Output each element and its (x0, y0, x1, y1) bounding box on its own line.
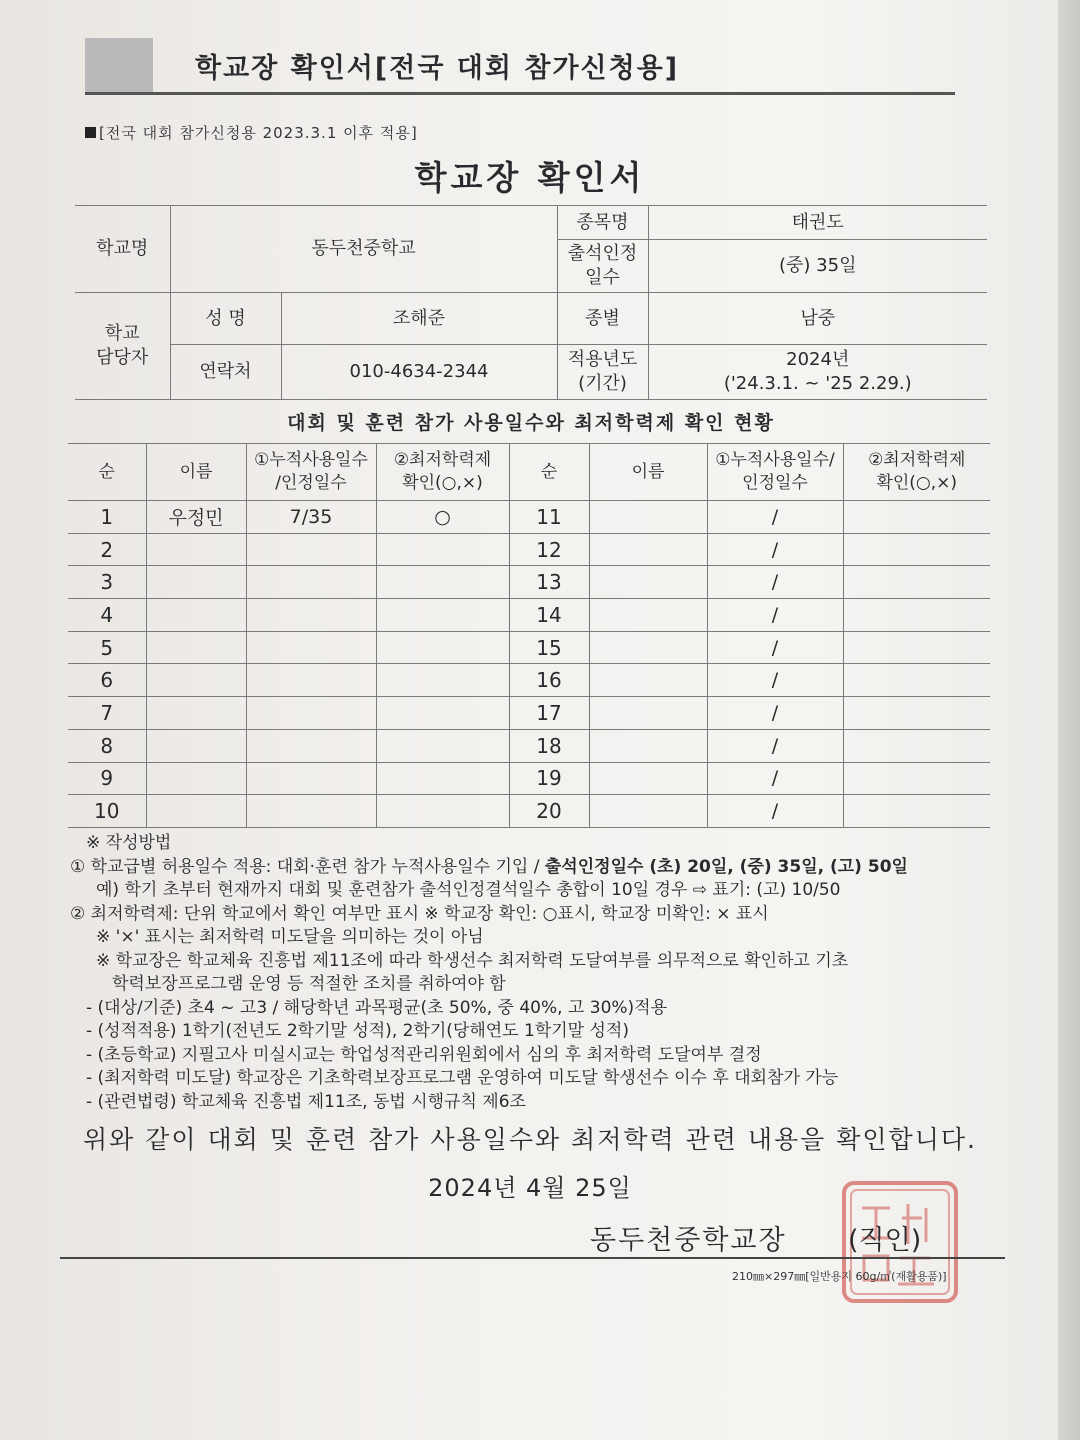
category-cell (648, 293, 987, 345)
sport-label-cell (557, 206, 648, 240)
row-no-right: 11 (509, 501, 589, 534)
square-bullet-icon (85, 127, 96, 138)
row-days-right: / (707, 697, 843, 730)
row-days-right: / (707, 599, 843, 632)
row-days (246, 795, 376, 828)
header-days-right (707, 444, 843, 501)
row-days (246, 762, 376, 795)
row-check (376, 566, 509, 599)
main-title: 학교장 확인서 (414, 158, 646, 197)
table-row (68, 664, 990, 697)
header-check-text-2: 확인(○,×) (402, 473, 483, 493)
row-name-right (589, 664, 707, 697)
note-4: ※ 학교장은 학교체육 진흥법 제11조에 따라 학생선수 최저학력 도달여부를 의무적으로 확인하고 기초 (96, 950, 849, 971)
row-no: 9 (68, 762, 146, 795)
contact-cell (281, 345, 557, 400)
sport-label: 종목명 (576, 211, 629, 233)
row-name-right (589, 729, 707, 762)
school-value: 동두천중학교 (311, 238, 416, 259)
row-no-right: 17 (509, 697, 589, 730)
header-no (68, 444, 146, 501)
row-check-right (843, 664, 990, 697)
header-days-right-text-2: 인정일수 (742, 473, 808, 493)
year-label-cell (557, 345, 648, 400)
note-1-bold: 출석인정일수 (초) 20일, (중) 35일, (고) 50일 (544, 856, 908, 877)
row-check-right (843, 795, 990, 828)
row-days: 7/35 (246, 501, 376, 534)
section-title: 대회 및 훈련 참가 사용일수와 최저학력제 확인 현황 (287, 412, 775, 434)
contact-value: 010-4634-2344 (349, 361, 489, 382)
row-no-right: 20 (509, 795, 589, 828)
seal-label: (직인) (848, 1225, 922, 1256)
row-check-right (843, 631, 990, 664)
row-days-right: / (707, 729, 843, 762)
attendance-value: (중) 35일 (779, 255, 857, 276)
row-name-right (589, 631, 707, 664)
school-label: 학교명 (96, 238, 149, 259)
name-cell (281, 293, 557, 345)
attendance-label-1: 출석인정 (567, 243, 638, 264)
paper-spec: 210㎜×297㎜[일반용지 60g/㎡(재활용품)] (732, 1270, 947, 1283)
school-cell (170, 206, 557, 293)
header-days-text-2: /인정일수 (275, 473, 347, 493)
category-label: 종별 (585, 307, 620, 329)
detail-4: - (최저학력 미도달) 학교장은 기초학력보장프로그램 운영하여 미도달 학생선수 이수 후 대회참가 가능 (86, 1068, 839, 1088)
name-value: 조해준 (392, 307, 446, 329)
header-title: 학교장 확인서[전국 대회 참가신청용] (195, 53, 680, 84)
page-edge (1058, 0, 1080, 1440)
instructions (70, 832, 1010, 1114)
row-check-right (843, 566, 990, 599)
header-check-right-text-1: ②최저학력제 (868, 450, 966, 470)
detail-2: - (성적적용) 1학기(전년도 2학기말 성적), 2학기(당해연도 1학기말 성적) (86, 1021, 629, 1041)
header-name-right (589, 444, 707, 501)
row-check-right (843, 729, 990, 762)
signer-name: 동두천중학교장 (590, 1225, 787, 1256)
notice (85, 122, 418, 143)
bottom-divider (60, 1257, 1005, 1259)
row-check (376, 631, 509, 664)
table-row (68, 631, 990, 664)
row-check (376, 762, 509, 795)
notice-text: [전국 대회 참가신청용 2023.3.1 이후 적용] (99, 124, 418, 142)
table-row (68, 729, 990, 762)
row-check-right (843, 762, 990, 795)
row-days-right: / (707, 533, 843, 566)
year-label-1: 적용년도 (567, 349, 638, 370)
row-name (146, 631, 246, 664)
header-gray-block (85, 38, 153, 92)
table-row (68, 599, 990, 632)
row-no: 10 (68, 795, 146, 828)
header-days-right-text-1: ①누적사용일수/ (715, 450, 835, 470)
notes-heading: ※ 작성방법 (86, 833, 172, 853)
row-name-right (589, 697, 707, 730)
row-days-right: / (707, 566, 843, 599)
header-check-right-text-2: 확인(○,×) (876, 473, 958, 493)
row-no: 5 (68, 631, 146, 664)
row-days-right: / (707, 664, 843, 697)
row-name (146, 533, 246, 566)
row-days-right: / (707, 795, 843, 828)
row-no: 1 (68, 501, 146, 534)
sport-cell (648, 206, 987, 240)
row-check (376, 795, 509, 828)
contact-label: 연락처 (199, 361, 252, 382)
row-name: 우정민 (146, 501, 246, 534)
row-no: 3 (68, 566, 146, 599)
row-name-right (589, 566, 707, 599)
row-check-right (843, 599, 990, 632)
attendance-cell (648, 240, 987, 293)
row-no-right: 19 (509, 762, 589, 795)
row-name (146, 664, 246, 697)
row-days (246, 697, 376, 730)
row-days (246, 729, 376, 762)
row-no: 8 (68, 729, 146, 762)
header-no-text: 순 (98, 461, 115, 482)
header-no-right (509, 444, 589, 501)
row-days (246, 631, 376, 664)
note-1-example: 예) 학기 초부터 현재까지 대회 및 훈련참가 출석인정결석일수 총합이 10일 경우 ⇨ 표기: (고) 10/50 (96, 880, 841, 900)
row-days (246, 664, 376, 697)
year-value: 2024년 (786, 349, 850, 370)
table-row (68, 501, 990, 534)
row-name (146, 762, 246, 795)
note-4-cont: 학력보장프로그램 운영 등 적절한 조치를 취하여야 함 (112, 974, 506, 994)
year-cell (648, 345, 987, 400)
table-row (68, 697, 990, 730)
row-check (376, 599, 509, 632)
row-no-right: 14 (509, 599, 589, 632)
detail-3: - (초등학교) 지필고사 미실시교는 학업성적관리위원회에서 심의 후 최저학력 도달여부 결정 (86, 1044, 762, 1065)
header-days-text-1: ①누적사용일수 (254, 450, 368, 470)
manager-label-1: 학교 (104, 323, 140, 344)
detail-5: - (관련법령) 학교체육 진흥법 제11조, 동법 시행규칙 제6조 (86, 1091, 526, 1112)
row-no: 6 (68, 664, 146, 697)
confirmation-text: 위와 같이 대회 및 훈련 참가 사용일수와 최저학력 관련 내용을 확인합니다. (83, 1125, 977, 1154)
row-days (246, 566, 376, 599)
name-label: 성 명 (205, 307, 246, 329)
table-row (68, 566, 990, 599)
row-check (376, 697, 509, 730)
name-label-cell (170, 293, 281, 345)
school-label-cell (75, 206, 170, 293)
row-name (146, 599, 246, 632)
table-row (68, 795, 990, 828)
header-name-text: 이름 (179, 461, 213, 482)
row-check-right (843, 501, 990, 534)
row-check: ○ (376, 501, 509, 534)
row-check-right (843, 697, 990, 730)
row-days-right: / (707, 631, 843, 664)
note-1-text: ① 학교급별 허용일수 적용: 대회·훈련 참가 누적사용일수 기입 / (70, 856, 545, 877)
row-name-right (589, 795, 707, 828)
row-name-right (589, 501, 707, 534)
note-3: ※ '×' 표시는 최저학력 미도달을 의미하는 것이 아님 (96, 927, 484, 947)
contact-label-cell (170, 345, 281, 400)
table-row (68, 762, 990, 795)
note-2: ② 최저학력제: 단위 학교에서 확인 여부만 표시 ※ 학교장 확인: ○표시, 학교장 미확인: × 표시 (70, 903, 769, 924)
row-no-right: 12 (509, 533, 589, 566)
detail-1: - (대상/기준) 초4 ~ 고3 / 해당학년 과목평균(초 50%, 중 40%, 고 30%)적용 (86, 997, 668, 1018)
header-bar (85, 38, 955, 95)
row-name-right (589, 599, 707, 632)
info-table (75, 205, 987, 400)
row-name-right (589, 533, 707, 566)
row-no-right: 13 (509, 566, 589, 599)
note-1 (70, 856, 1010, 880)
row-name (146, 729, 246, 762)
period-value: ('24.3.1. ~ '25 2.29.) (723, 373, 912, 394)
header-check-text-1: ②최저학력제 (393, 450, 492, 470)
row-check-right (843, 533, 990, 566)
row-check (376, 664, 509, 697)
status-table (68, 443, 990, 828)
row-name (146, 795, 246, 828)
row-no-right: 16 (509, 664, 589, 697)
header-check (376, 444, 509, 501)
sport-value: 태권도 (791, 211, 844, 233)
row-days-right: / (707, 501, 843, 534)
issue-date: 2024년 4월 25일 (428, 1174, 632, 1202)
manager-label-2: 담당자 (96, 347, 149, 368)
row-name (146, 697, 246, 730)
header-name (146, 444, 246, 501)
category-value: 남중 (800, 307, 836, 329)
row-name (146, 566, 246, 599)
header-no-right-text: 순 (540, 461, 558, 482)
attendance-label-2: 일수 (585, 267, 620, 288)
manager-label-cell (75, 293, 170, 400)
row-no: 2 (68, 533, 146, 566)
header-check-right (843, 444, 990, 501)
row-days (246, 533, 376, 566)
category-label-cell (557, 293, 648, 345)
header-name-right-text: 이름 (631, 461, 665, 482)
table-row (68, 533, 990, 566)
row-no-right: 15 (509, 631, 589, 664)
row-no-right: 18 (509, 729, 589, 762)
row-days (246, 599, 376, 632)
row-no: 7 (68, 697, 146, 730)
header-days (246, 444, 376, 501)
attendance-label-cell (557, 240, 648, 293)
row-no: 4 (68, 599, 146, 632)
row-check (376, 729, 509, 762)
year-label-2: (기간) (578, 373, 627, 394)
row-days-right: / (707, 762, 843, 795)
table-header-row (68, 444, 990, 501)
row-check (376, 533, 509, 566)
row-name-right (589, 762, 707, 795)
